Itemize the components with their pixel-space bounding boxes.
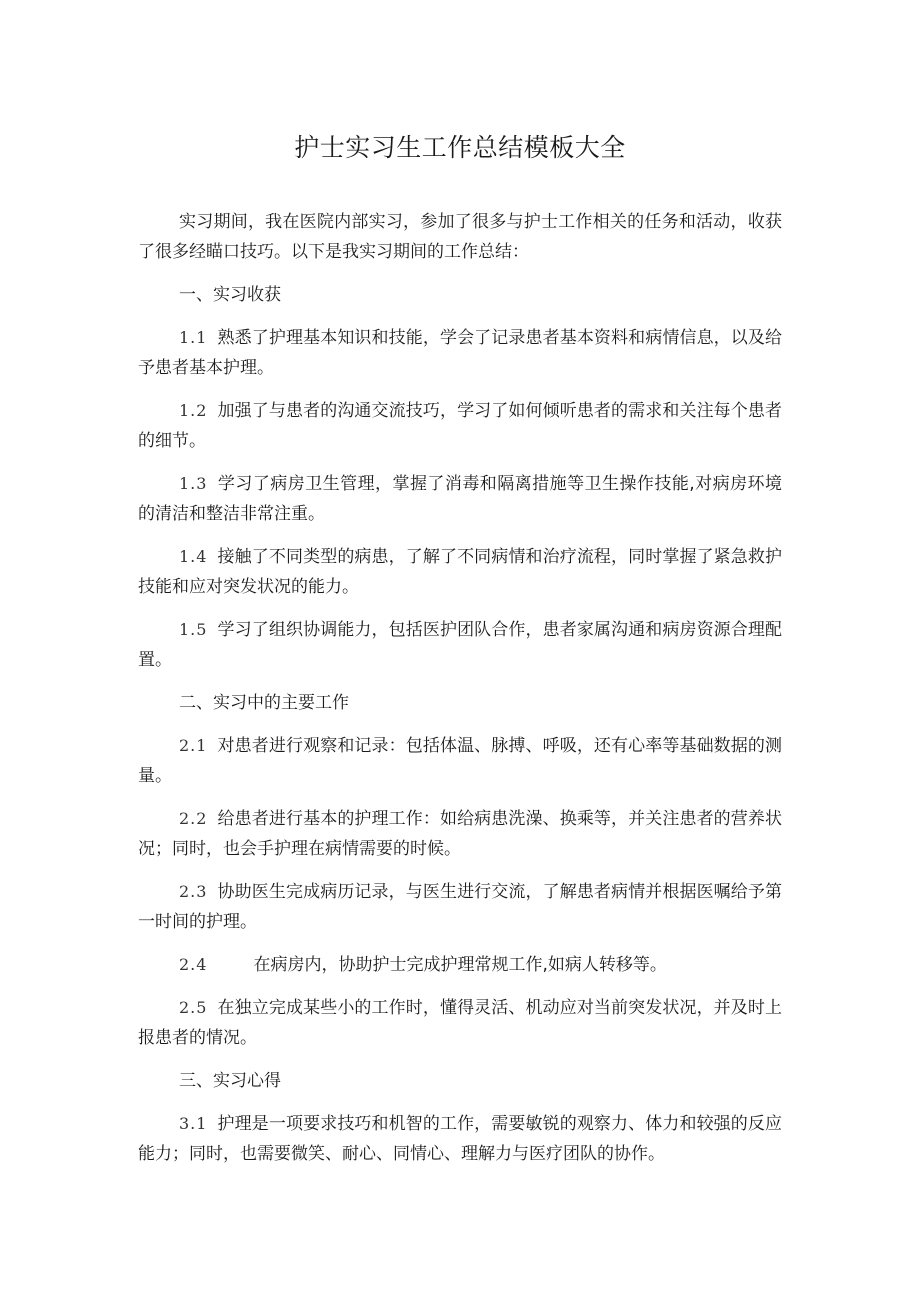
page-title: 护士实习生工作总结模板大全 xyxy=(294,133,626,162)
item-text: 协助医生完成病历记录，与医生进行交流，了解患者病情并根据医嘱给予第一时间的护理。 xyxy=(138,882,782,932)
item-text: 对患者进行观察和记录：包括体温、脉搏、呼吸，还有心率等基础数据的测量。 xyxy=(138,736,782,786)
list-item xyxy=(138,731,782,791)
item-number: 2.2 xyxy=(179,809,208,828)
item-number: 1.2 xyxy=(179,401,208,420)
list-item xyxy=(138,615,782,675)
item-number: 1.3 xyxy=(179,474,208,493)
section-heading-reflections: 三、实习心得 xyxy=(179,1071,281,1091)
list-item xyxy=(138,1109,782,1169)
item-text: 给患者进行基本的护理工作：如给病患洗澡、换乘等，并关注患者的营养状况；同时，也会手护理在病情需要的时候。 xyxy=(138,809,782,859)
list-item xyxy=(138,542,782,602)
item-number: 1.1 xyxy=(179,328,208,347)
list-item xyxy=(138,396,782,456)
item-text: 在独立完成某些小的工作时，懂得灵活、机动应对当前突发状况，并及时上报患者的情况。 xyxy=(138,998,782,1048)
item-number: 1.4 xyxy=(179,547,208,566)
document-body xyxy=(138,207,782,1182)
item-number: 1.5 xyxy=(179,620,208,639)
item-text: 接触了不同类型的病患，了解了不同病情和治疗流程，同时掌握了紧急救护技能和应对突发状况的能力。 xyxy=(138,547,782,597)
item-number: 3.1 xyxy=(179,1114,208,1133)
list-item xyxy=(138,993,782,1053)
item-number: 2.4 xyxy=(179,955,208,974)
section-heading-harvest: 一、实习收获 xyxy=(179,285,281,305)
section-heading-main-work: 二、实习中的主要工作 xyxy=(179,693,349,713)
list-item xyxy=(138,877,782,937)
item-text: 熟悉了护理基本知识和技能，学会了记录患者基本资料和病情信息，以及给予患者基本护理。 xyxy=(138,328,782,378)
list-item xyxy=(138,323,782,383)
list-item xyxy=(138,469,782,529)
item-text: 护理是一项要求技巧和机智的工作，需要敏锐的观察力、体力和较强的反应能力；同时，也需要微笑、耐心、同情心、理解力与医疗团队的协作。 xyxy=(138,1114,782,1164)
item-text: 学习了组织协调能力，包括医护团队合作，患者家属沟通和病房资源合理配置。 xyxy=(138,620,782,670)
item-number: 2.5 xyxy=(179,998,208,1017)
item-text: 加强了与患者的沟通交流技巧，学习了如何倾听患者的需求和关注每个患者的细节。 xyxy=(138,401,782,451)
item-number: 2.3 xyxy=(179,882,208,901)
item-text: 在病房内，协助护士完成护理常规工作,如病人转移等。 xyxy=(253,955,667,975)
list-item xyxy=(138,950,782,980)
item-number: 2.1 xyxy=(179,736,208,755)
item-text: 学习了病房卫生管理，掌握了消毒和隔离措施等卫生操作技能,对病房环境的清洁和整洁非常注重。 xyxy=(138,474,782,524)
intro-paragraph: 实习期间，我在医院内部实习，参加了很多与护士工作相关的任务和活动，收获了很多经瞄口技巧。以下是我实习期间的工作总结： xyxy=(138,212,782,262)
list-item xyxy=(138,804,782,864)
